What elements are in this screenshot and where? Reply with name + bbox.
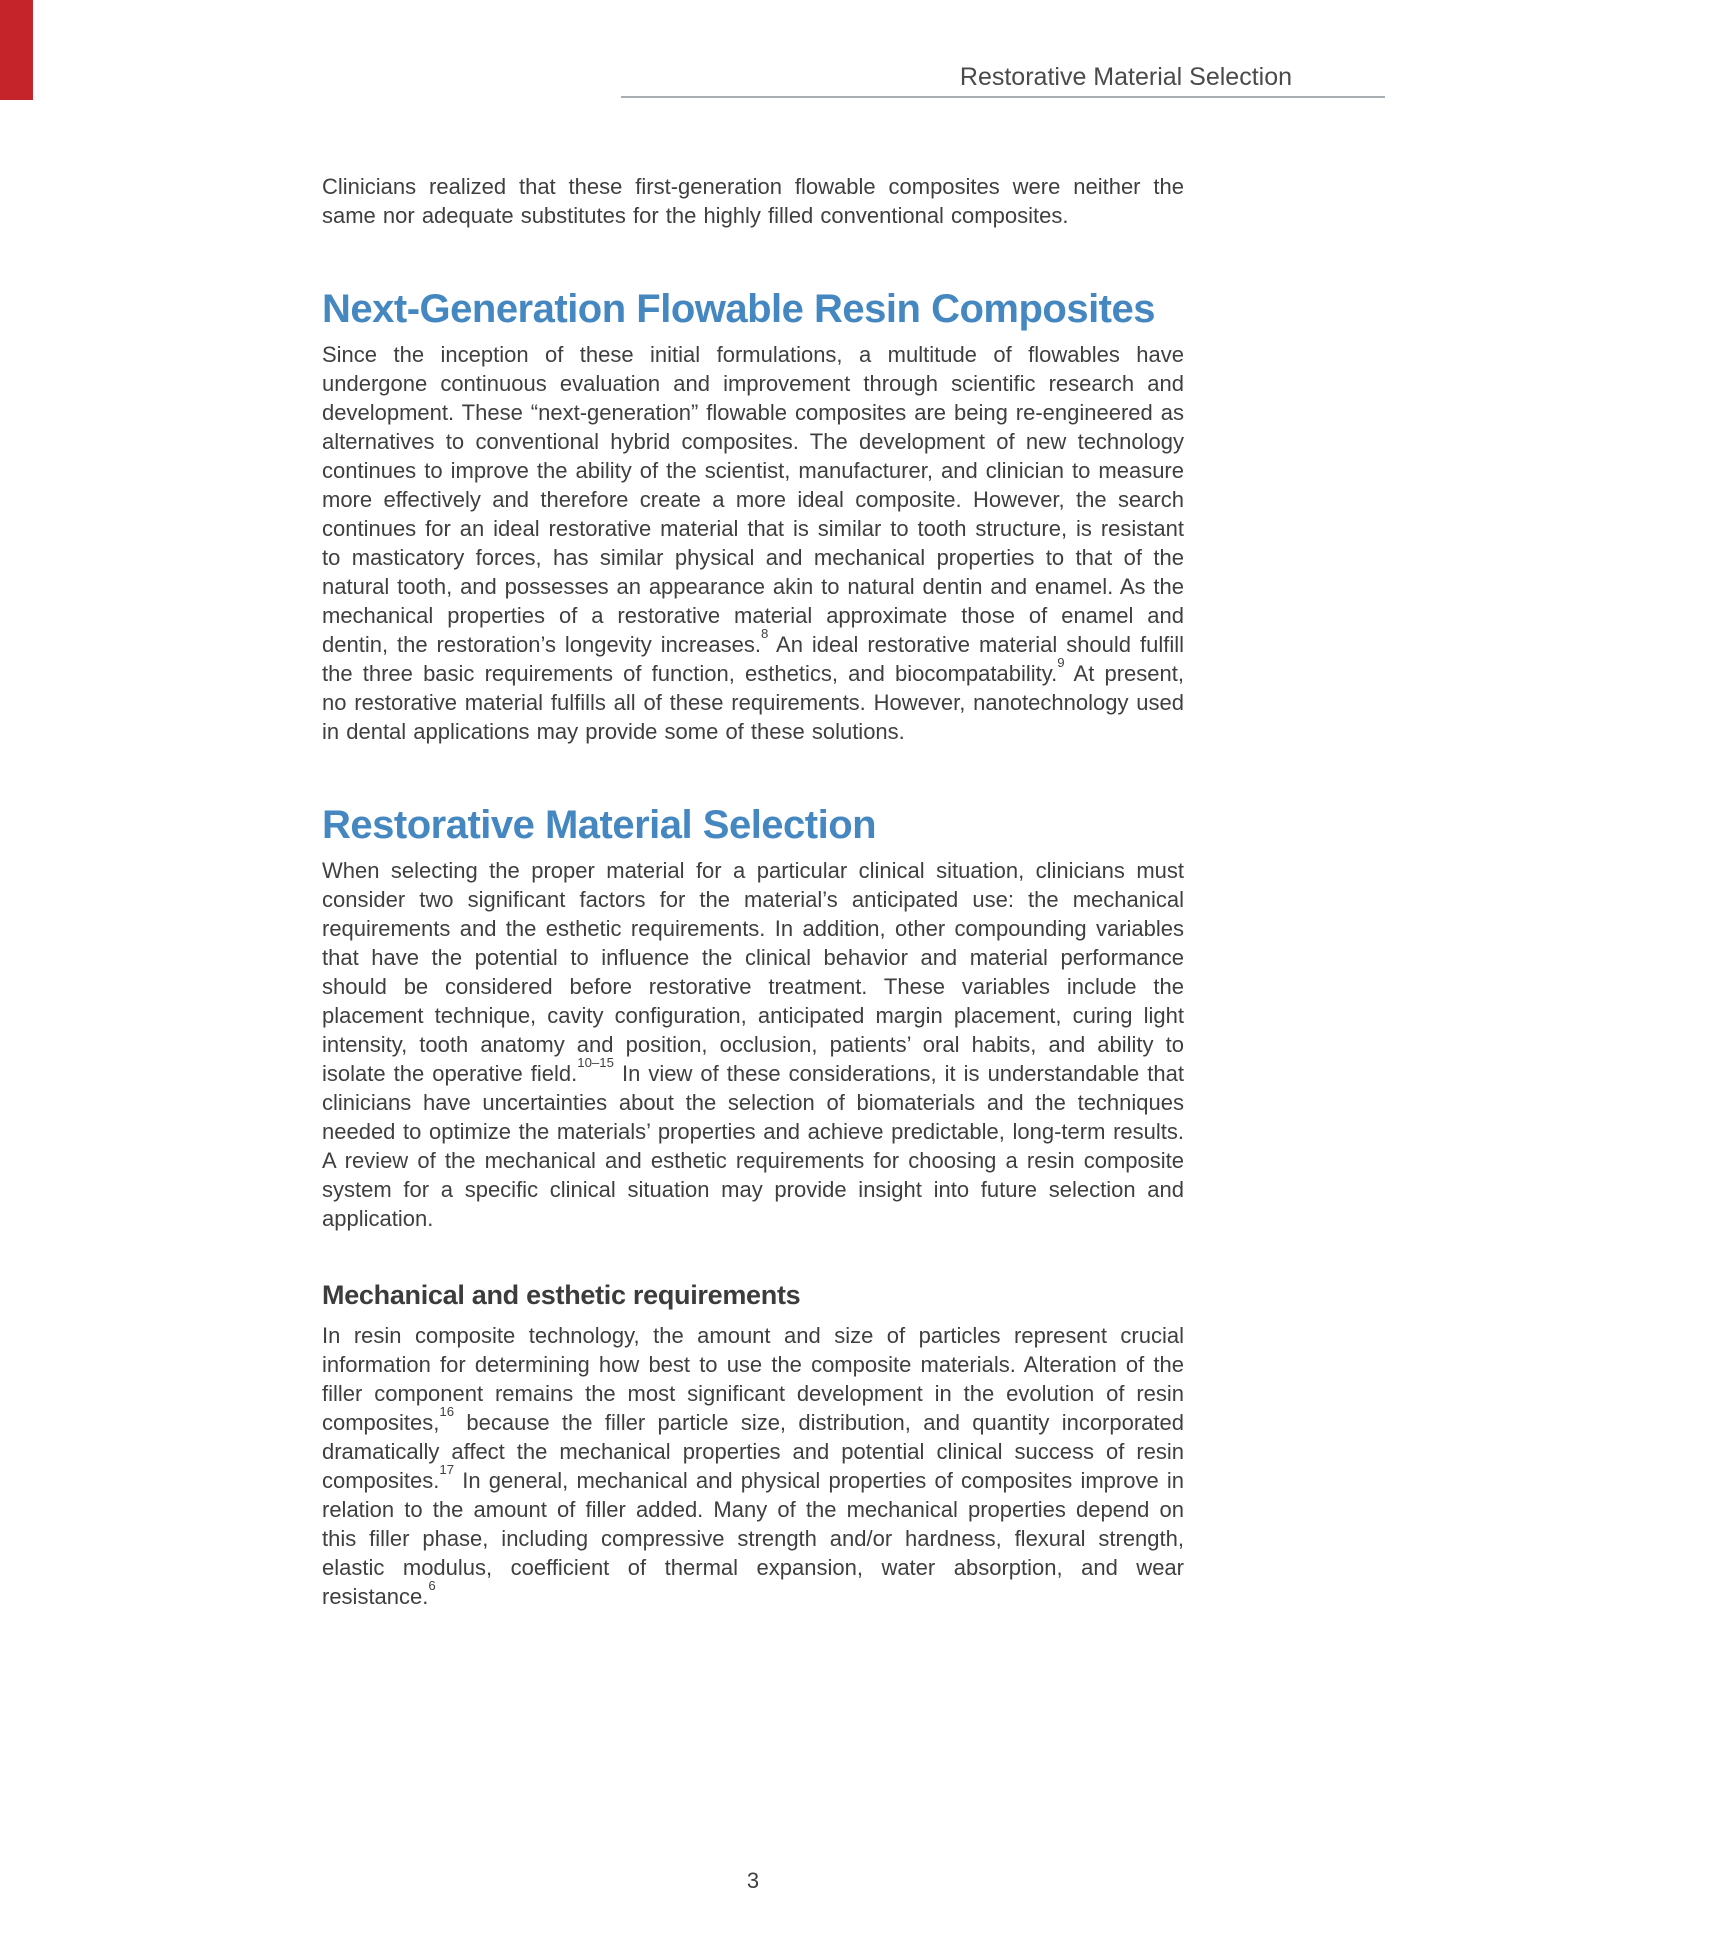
next-generation-paragraph: Since the inception of these initial formulations, a multitude of flowables have undergone continuous evaluation and improvement through scientific research and development. These “next-generation” flowable composites are being re-engineered as alternatives to conventional hybrid composites. The development of new technology continues to improve the ability of the scientist, manufacturer, and clinician to measure more effectively and therefore create a more ideal composite. However, the search continues for an ideal restorative material that is similar to tooth structure, is resistant to masticatory forces, has similar physical and mechanical properties to that of the natural tooth, and possesses an appearance akin to natural dentin and enamel. As the mechanical properties of a restorative material approximate those of enamel and dentin, the restoration’s longevity increases.$^8$ An ideal restorative material should fulfill the three basic requirements of function, esthetics, and biocompatability.$^9$ At present, no restorative material fulfills all of these requirements. However, nanotechnology used in dental applications may provide some of these solutions. bbox=[322, 342, 1184, 744]
subsection-heading-mechanical-esthetic: Mechanical and esthetic requirements bbox=[322, 1280, 801, 1310]
section-heading-restorative: Restorative Material Selection bbox=[322, 803, 877, 847]
page-content bbox=[322, 0, 1184, 1611]
restorative-selection-paragraph: When selecting the proper material for a particular clinical situation, clinicians must consider two significant factors for the material’s anticipated use: the mechanical requirements and the esthetic requirements. In addition, other compounding variables that have the potential to influence the clinical behavior and material performance should be considered before restorative treatment. These variables include the placement technique, cavity configuration, anticipated margin placement, curing light intensity, tooth anatomy and position, occlusion, patients’ oral habits, and ability to isolate the operative field.$^{10-15}$ In view of these considerations, it is understandable that clinicians have uncertainties about the selection of biomaterials and the techniques needed to optimize the materials’ properties and achieve predictable, long-term results. A review of the mechanical and esthetic requirements for choosing a resin composite system for a specific clinical situation may provide insight into future selection and application. bbox=[322, 858, 1184, 1231]
section-heading-next-generation: Next-Generation Flowable Resin Composites bbox=[322, 287, 1155, 331]
page-edge-tab bbox=[0, 0, 33, 100]
running-head-title: Restorative Material Selection bbox=[959, 63, 1292, 91]
intro-paragraph: Clinicians realized that these first-generation flowable composites were neither the same nor adequate substitutes for the highly filled conventional composites. bbox=[322, 174, 1184, 228]
mechanical-esthetic-paragraph: In resin composite technology, the amount and size of particles represent crucial information for determining how best to use the composite materials. Alteration of the filler component remains the most significant development in the evolution of resin composites,$^{16}$ because the filler particle size, distribution, and quantity incorporated dramatically affect the mechanical properties and potential clinical success of resin composites.$^{17}$ In general, mechanical and physical properties of composites improve in relation to the amount of filler added. Many of the mechanical properties depend on this filler phase, including compressive strength and/or hardness, flexural strength, elastic modulus, coefficient of thermal expansion, water absorption, and wear resistance.$^6$ bbox=[322, 1323, 1184, 1609]
page-number: 3 bbox=[746, 1868, 760, 1893]
